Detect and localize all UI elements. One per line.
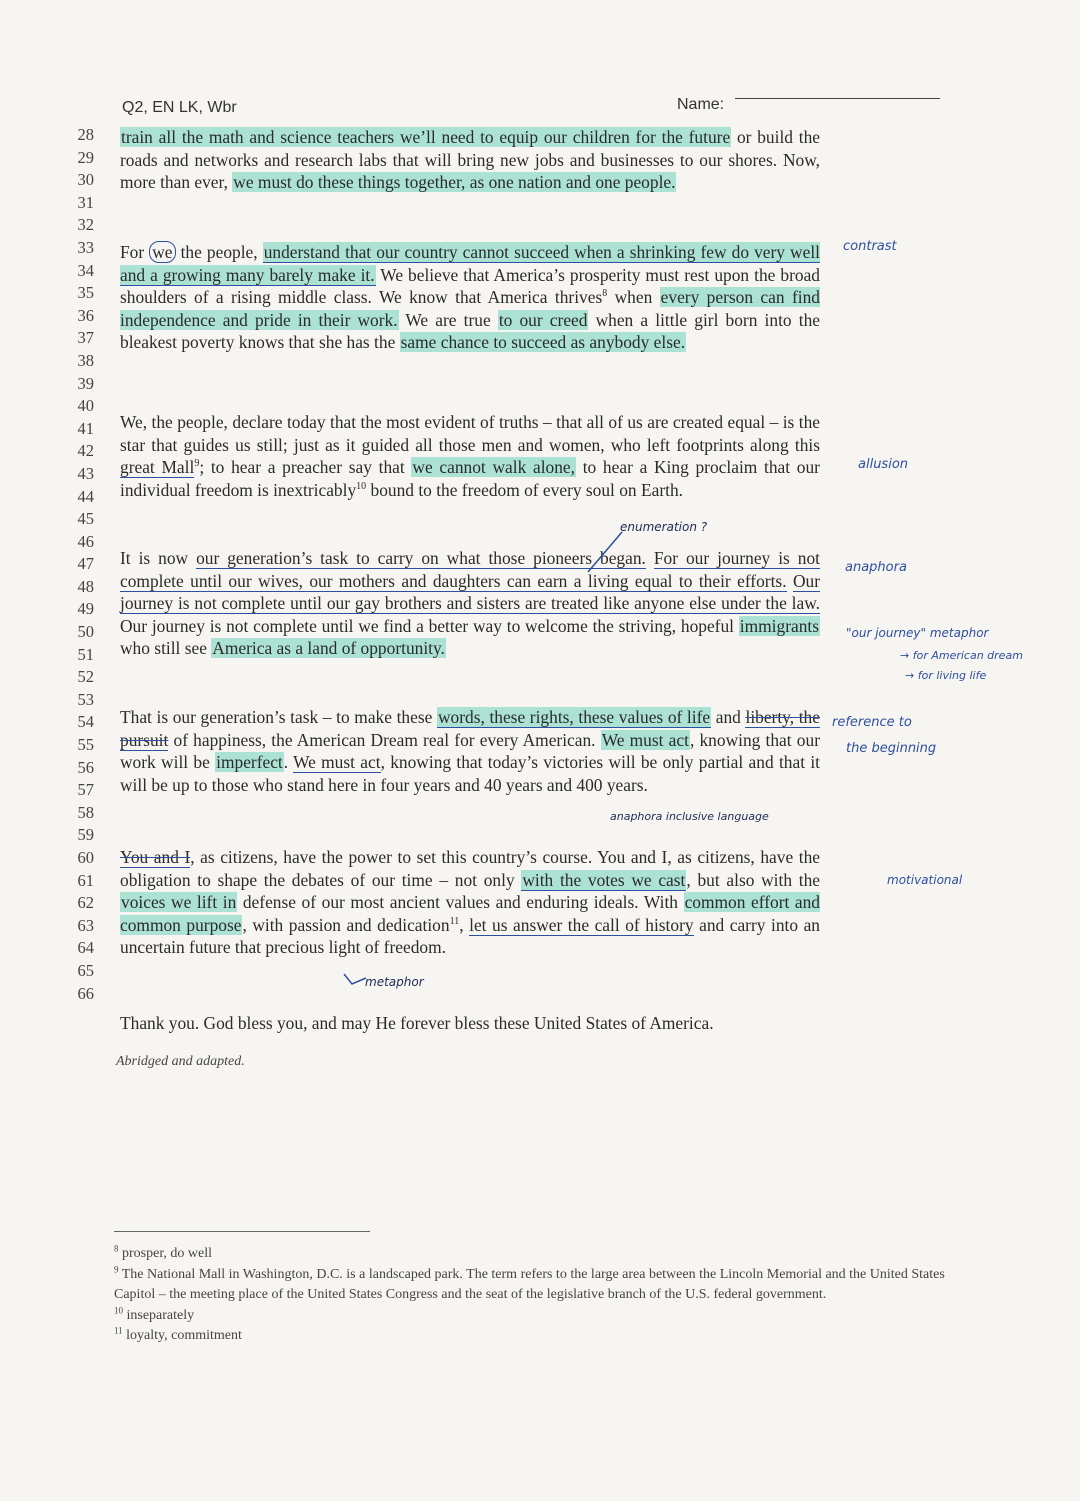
line-number: 54 — [77, 712, 94, 732]
annotation-anaphora: anaphora — [845, 560, 907, 575]
text: when a little girl born into the bleakest poverty knows that she has the — [120, 309, 820, 353]
annotation-metaphor: metaphor — [365, 975, 424, 989]
text: We are true — [398, 309, 498, 330]
annotation-anaphora-inclusive: anaphora inclusive language — [610, 810, 769, 823]
circled-word: we — [149, 241, 175, 263]
line-number: 62 — [77, 893, 94, 913]
highlight: common effort and common purpose — [120, 892, 821, 935]
highlight: America as a land of opportunity. — [212, 638, 445, 659]
line-number: 33 — [77, 237, 94, 257]
annotation-enumeration: enumeration ? — [620, 520, 708, 534]
text: We, the people, declare today that the most evident of truths – that all of us are created equal – is the star that guides us still; just as it guided all those men and women, who left footprints along this — [120, 412, 820, 455]
highlight: We must act — [601, 729, 689, 750]
paragraph-4 — [120, 547, 820, 660]
underlined: Our journey is not complete until our gay brothers and sisters are treated like anyone else under the law. — [120, 570, 820, 614]
annotation-motivational: motivational — [887, 873, 963, 887]
paragraph-6 — [120, 846, 820, 959]
footnote-text: loyalty, commitment — [126, 1328, 242, 1343]
text: . — [283, 752, 294, 773]
underlined: You and I — [120, 847, 191, 867]
closing-line: Thank you. God bless you, and may He forever bless these United States of America. — [120, 1013, 714, 1033]
underlined: liberty, the pursuit — [120, 707, 820, 750]
highlight: same chance to succeed as anybody else. — [400, 332, 686, 353]
text: the people, — [175, 242, 263, 262]
footnote-number: 9 — [114, 1263, 119, 1274]
footnote-text: The National Mall in Washington, D.C. is a landscaped park. The term refers to the large area between the Lincoln Memorial and the United States Capitol – the meeting place of the United States Congress and the seat of the legislative branch of the U.S. federal government. — [114, 1266, 945, 1302]
highlight: imperfect — [216, 752, 283, 773]
annotation-contrast: contrast — [843, 239, 897, 254]
underlined: For our journey is not complete until our wives, our mothers and daughters can earn a living equal to their efforts. — [120, 548, 821, 591]
footnote-ref: 11 — [449, 915, 460, 927]
line-number: 47 — [77, 554, 94, 574]
underlined: let us answer the call of history — [469, 914, 694, 935]
paragraph-1 — [120, 126, 820, 194]
footnote-ref: 9 — [194, 458, 200, 470]
text: of happiness, the American Dream real for every American. — [168, 729, 601, 750]
footnote-11 — [114, 1326, 964, 1347]
line-number: 39 — [77, 373, 94, 393]
highlight: we cannot walk alone, — [412, 457, 575, 478]
underlined: We must act — [293, 752, 381, 773]
text: , as citizens, have the power to set this country’s course. You and I, as citizens, have the obligation to shape the debates of our time – not only — [120, 847, 820, 890]
text — [646, 548, 654, 568]
text: or build the roads and networks and research labs that will bring new jobs and businesses to our shores. Now, more than ever, — [120, 127, 820, 193]
name-label: Name: — [677, 96, 725, 113]
line-number: 43 — [77, 463, 94, 483]
line-number: 37 — [77, 328, 94, 348]
line-numbers — [66, 124, 94, 1005]
pen-arrow-enumeration — [570, 528, 630, 578]
text: ; to hear a preacher say that — [199, 457, 412, 478]
footnote-rule — [114, 1231, 370, 1232]
footnote-number: 8 — [114, 1243, 119, 1254]
text: and carry into an uncertain future that precious light of freedom. — [120, 914, 820, 958]
text — [787, 571, 793, 591]
line-number: 51 — [77, 644, 94, 664]
line-number: 58 — [77, 802, 94, 822]
annotation-reference: reference to — [832, 715, 912, 730]
footnote-9 — [114, 1265, 964, 1306]
line-number: 46 — [77, 531, 94, 551]
line-number: 42 — [77, 441, 94, 461]
text: , but also with the — [686, 869, 821, 890]
highlight: with the votes we cast — [522, 869, 686, 890]
text: For — [120, 242, 150, 262]
annotation-journey-metaphor: "our journey" metaphor — [846, 626, 989, 640]
text: to hear a King proclaim that our individual freedom is inextricably — [120, 457, 820, 500]
paragraph-5 — [120, 706, 820, 796]
footnote-ref: 8 — [602, 288, 608, 300]
line-number: 61 — [77, 870, 94, 890]
line-number: 56 — [77, 757, 94, 777]
line-number: 55 — [77, 735, 94, 755]
text: when — [607, 287, 660, 308]
line-number: 41 — [77, 418, 94, 438]
text: It is now — [120, 548, 197, 568]
annotation-american-dream: → for American dream — [900, 649, 1023, 662]
line-number: 45 — [77, 509, 94, 529]
line-number: 31 — [77, 192, 94, 212]
line-number: 40 — [77, 396, 94, 416]
footnotes — [114, 1244, 964, 1347]
line-number: 49 — [77, 599, 94, 619]
text: , knowing that our work will be — [120, 729, 820, 773]
paragraph-3 — [120, 411, 820, 501]
footnote-10 — [114, 1306, 964, 1327]
line-number: 52 — [77, 667, 94, 687]
line-number: 30 — [77, 170, 94, 190]
annotation-beginning: the beginning — [846, 741, 937, 756]
name-line — [735, 98, 940, 99]
text: who still see — [120, 638, 212, 659]
footnote-ref: 10 — [356, 480, 367, 492]
footnote-text: inseparately — [126, 1307, 195, 1323]
footnote-8 — [114, 1244, 964, 1265]
underlined: great Mall — [120, 457, 195, 478]
highlight: to our creed — [498, 309, 588, 330]
line-number: 28 — [77, 125, 94, 144]
annotation-allusion: allusion — [858, 457, 909, 472]
footnote-text: prosper, do well — [122, 1246, 213, 1261]
highlight: every person can find independence and pride in their work. — [120, 287, 820, 330]
highlight: immigrants — [739, 615, 819, 636]
highlight: words, these rights, these values of life — [437, 707, 711, 727]
line-number: 36 — [77, 305, 94, 325]
line-number: 44 — [77, 486, 94, 506]
text: and — [711, 707, 746, 727]
line-number: 50 — [77, 622, 94, 642]
text: , with passion and dedication — [242, 914, 450, 935]
footnote-number: 11 — [114, 1325, 123, 1336]
footnote-number: 10 — [114, 1304, 123, 1315]
line-number: 60 — [77, 848, 94, 867]
highlight: understand that our country cannot succeed when a shrinking few do very well and a growing many barely make it. — [120, 242, 820, 285]
line-number: 63 — [77, 915, 94, 935]
highlight: train all the math and science teachers we’ll need to equip our children for the future — [121, 127, 731, 147]
underlined: our generation’s task to carry on what those pioneers began. — [196, 548, 646, 568]
annotation-living-life: → for living life — [905, 669, 987, 682]
text: defense of our most ancient values and enduring ideals. With — [237, 892, 684, 913]
line-number: 66 — [77, 983, 94, 1003]
line-number: 32 — [77, 215, 94, 235]
line-number: 48 — [77, 576, 94, 596]
text: , — [459, 914, 470, 935]
text: Our journey is not complete until we find a better way to welcome the striving, hopeful — [120, 615, 739, 636]
line-number: 53 — [77, 689, 94, 709]
line-number: 65 — [77, 960, 94, 980]
highlight: we must do these things together, as one nation and one people. — [233, 172, 676, 193]
text: bound to the freedom of every soul on Earth. — [366, 479, 683, 500]
text: We believe that America’s prosperity must rest upon the broad shoulders of a rising middle class. We know that America thrives — [120, 264, 820, 308]
source-note: Abridged and adapted. — [116, 1054, 245, 1069]
line-number: 34 — [77, 260, 94, 280]
line-number: 35 — [77, 283, 94, 303]
line-number: 64 — [77, 938, 94, 958]
pen-tick-metaphor — [340, 970, 370, 990]
highlight: voices we lift in — [121, 892, 237, 913]
paragraph-2 — [120, 241, 820, 354]
line-number: 29 — [77, 147, 94, 167]
line-number: 57 — [77, 780, 94, 800]
text: , knowing that today’s victories will be only partial and that it will be up to those who stand here in four years and 40 years and 400 years. — [120, 752, 820, 795]
course-header: Q2, EN LK, Wbr — [122, 99, 237, 116]
line-number: 59 — [77, 825, 94, 845]
text: That is our generation’s task – to make these — [120, 707, 437, 727]
line-number: 38 — [77, 350, 94, 370]
